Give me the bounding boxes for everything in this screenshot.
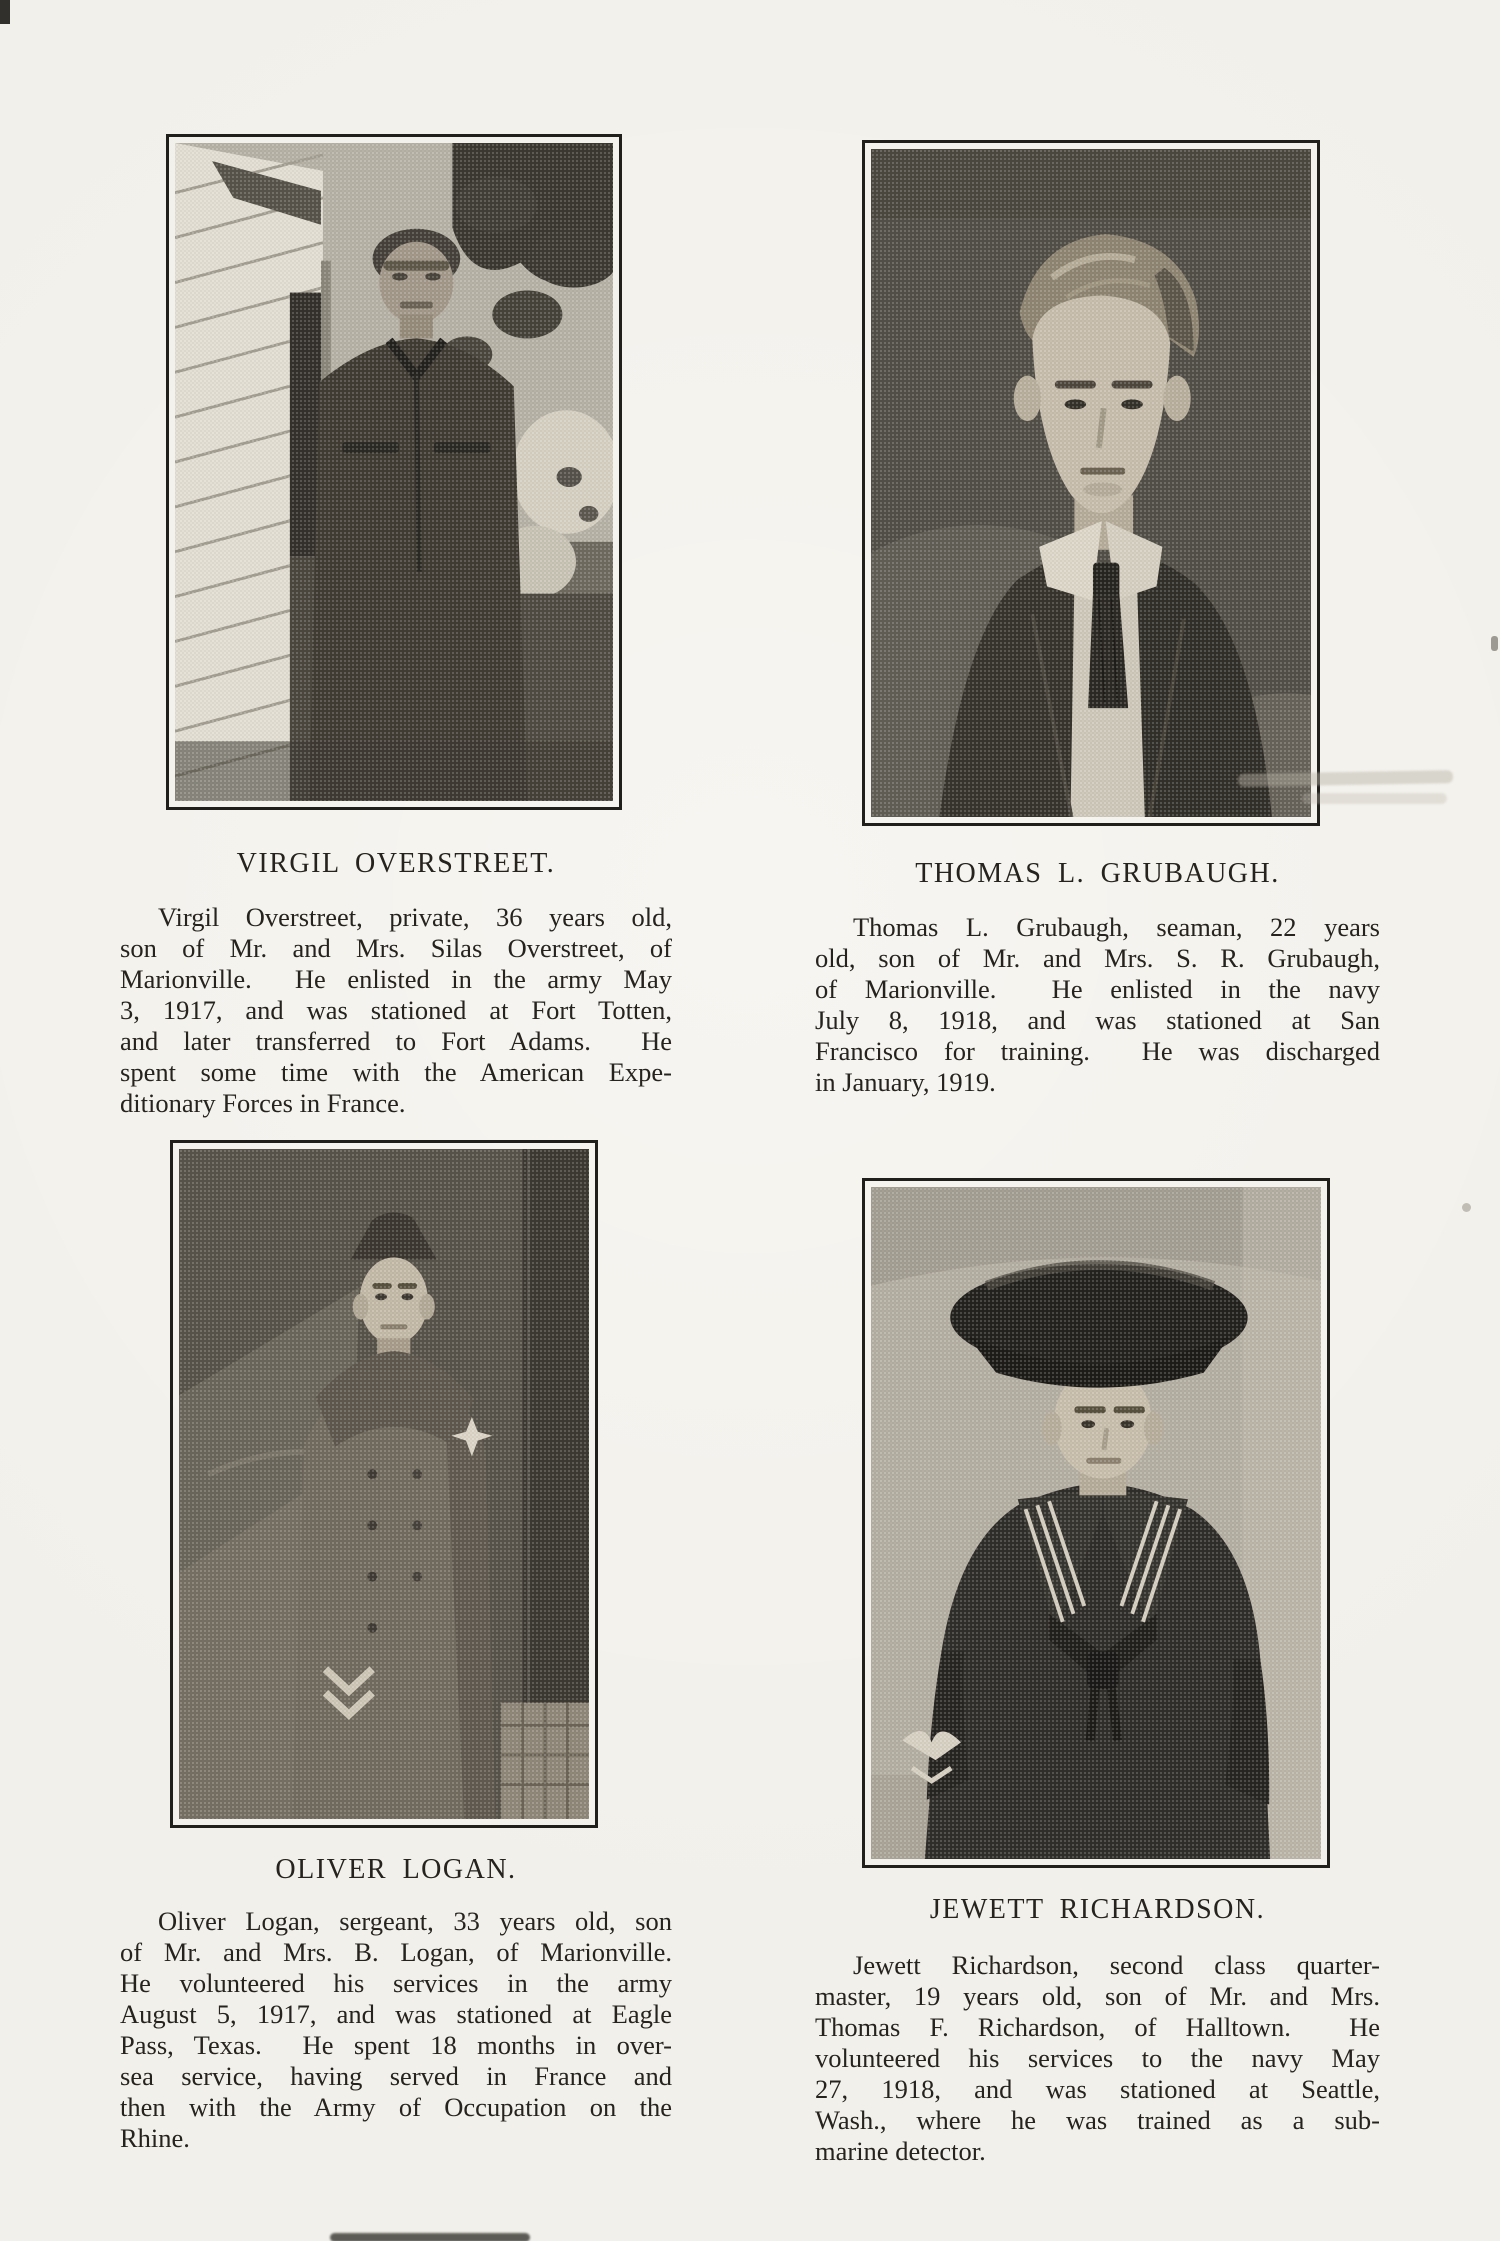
- scan-artifact-bottom-smudge: [330, 2233, 530, 2241]
- text-line: Wash., where he was trained as a sub-: [815, 2105, 1380, 2135]
- scan-artifact-corner: [0, 0, 10, 24]
- photo-frame-jewett-richardson: [862, 1178, 1330, 1868]
- portrait-photo-jewett-richardson: [871, 1187, 1321, 1859]
- text-line: Rhine.: [120, 2123, 190, 2153]
- bio-paragraph-jewett-richardson: [815, 1950, 1380, 2167]
- bio-paragraph-virgil-overstreet: [120, 902, 672, 1119]
- thomas-grubaugh-photo-illustration: [871, 149, 1311, 817]
- text-line: July 8, 1918, and was stationed at San: [815, 1005, 1380, 1035]
- bio-paragraph-oliver-logan: [120, 1906, 672, 2154]
- text-line: ditionary Forces in France.: [120, 1088, 406, 1118]
- text-line: Jewett Richardson, second class quarter-: [853, 1950, 1380, 1980]
- text-line: marine detector.: [815, 2136, 986, 2166]
- jewett-richardson-photo-illustration: [871, 1187, 1321, 1859]
- scan-artifact-dust: [1462, 1203, 1471, 1212]
- text-line: Oliver Logan, sergeant, 33 years old, son: [158, 1906, 672, 1936]
- text-line: Thomas L. Grubaugh, seaman, 22 years: [853, 912, 1380, 942]
- text-line: He volunteered his services in the army: [120, 1968, 672, 1998]
- text-line: of Marionville. He enlisted in the navy: [815, 974, 1380, 1004]
- caption-heading-virgil-overstreet: VIRGIL OVERSTREET.: [236, 848, 556, 879]
- text-line: Francisco for training. He was discharged: [815, 1036, 1380, 1066]
- caption-heading-thomas-grubaugh: THOMAS L. GRUBAUGH.: [915, 858, 1280, 889]
- text-line: Pass, Texas. He spent 18 months in over-: [120, 2030, 672, 2060]
- photo-frame-thomas-grubaugh: [862, 140, 1320, 826]
- text-line: Virgil Overstreet, private, 36 years old,: [158, 902, 672, 932]
- portrait-photo-virgil-overstreet: [175, 143, 613, 801]
- text-line: in January, 1919.: [815, 1067, 996, 1097]
- text-line: then with the Army of Occupation on the: [120, 2092, 672, 2122]
- text-line: of Mr. and Mrs. B. Logan, of Marionville.: [120, 1937, 672, 1967]
- scan-artifact-edge-speck: [1491, 636, 1498, 651]
- text-line: son of Mr. and Mrs. Silas Overstreet, of: [120, 933, 672, 963]
- text-line: and later transferred to Fort Adams. He: [120, 1026, 672, 1056]
- scan-artifact-bleed-through: [1302, 793, 1447, 804]
- oliver-logan-photo-illustration: [179, 1149, 589, 1819]
- text-line: volunteered his services to the navy May: [815, 2043, 1380, 2073]
- caption-heading-oliver-logan: OLIVER LOGAN.: [275, 1854, 517, 1885]
- text-line: 3, 1917, and was stationed at Fort Totten,: [120, 995, 672, 1025]
- bio-paragraph-thomas-grubaugh: [815, 912, 1380, 1098]
- text-line: Thomas F. Richardson, of Halltown. He: [815, 2012, 1380, 2042]
- text-line: spent some time with the American Expe-: [120, 1057, 672, 1087]
- photo-frame-oliver-logan: [170, 1140, 598, 1828]
- text-line: Marionville. He enlisted in the army May: [120, 964, 672, 994]
- virgil-overstreet-photo-illustration: [175, 143, 613, 801]
- text-line: sea service, having served in France and: [120, 2061, 672, 2091]
- text-line: old, son of Mr. and Mrs. S. R. Grubaugh,: [815, 943, 1380, 973]
- caption-heading-jewett-richardson: JEWETT RICHARDSON.: [929, 1894, 1266, 1925]
- portrait-photo-oliver-logan: [179, 1149, 589, 1819]
- text-line: August 5, 1917, and was stationed at Eagle: [120, 1999, 672, 2029]
- text-line: 27, 1918, and was stationed at Seattle,: [815, 2074, 1380, 2104]
- photo-frame-virgil-overstreet: [166, 134, 622, 810]
- text-line: master, 19 years old, son of Mr. and Mrs.: [815, 1981, 1380, 2011]
- portrait-photo-thomas-grubaugh: [871, 149, 1311, 817]
